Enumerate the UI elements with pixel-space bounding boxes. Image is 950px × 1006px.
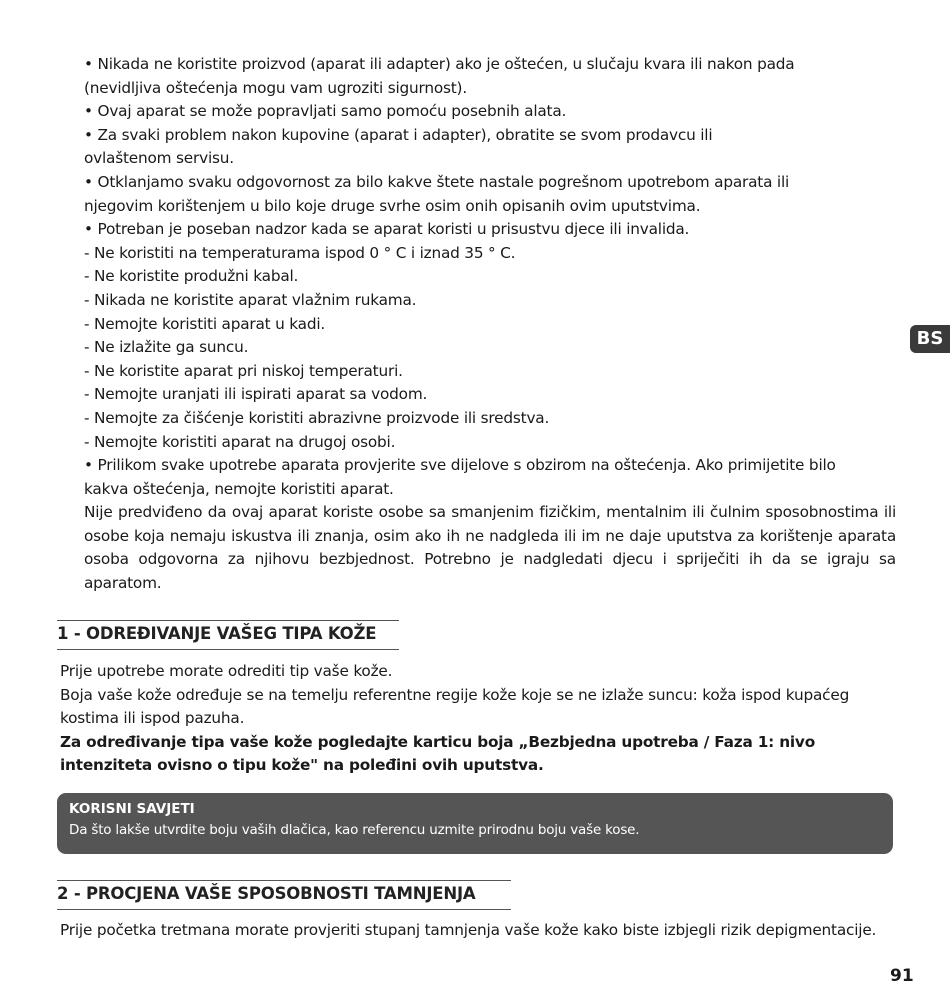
- section-1-bold-note: Za određivanje tipa vaše kože pogledajte karticu boja „Bezbjedna upotreba / Faza 1: nivo intenziteta ovisno o tipu kože" na poleđini ovih uputstva.: [60, 732, 816, 775]
- section-2-heading: 2 - PROCJENA VAŠE SPOSOBNOSTI TAMNJENJA: [57, 880, 511, 910]
- safety-line: kakva oštećenja, nemojte koristiti aparat.: [84, 479, 394, 498]
- safety-line: • Nikada ne koristite proizvod (aparat ili adapter) ako je oštećen, u slučaju kvara ili nakon pada: [84, 55, 795, 73]
- safety-line: - Ne koristite produžni kabal.: [84, 267, 299, 286]
- safety-line: • Potreban je poseban nadzor kada se aparat koristi u prisustvu djece ili invalida.: [84, 220, 690, 239]
- section-1-line: Prije upotrebe morate odrediti tip vaše kože.: [60, 662, 393, 680]
- safety-line: • Prilikom svake upotrebe aparata provjerite sve dijelove s obzirom na oštećenja. Ako primijetite bilo: [84, 456, 836, 475]
- section-1-line: Boja vaše kože određuje se na temelju referentne regije kože koje se ne izlaže suncu: koža ispod kupaćeg kostima ili ispod pazuha.: [60, 685, 850, 728]
- safety-line: - Nemojte koristiti aparat u kadi.: [84, 314, 326, 333]
- safety-line: • Za svaki problem nakon kupovine (aparat i adapter), obratite se svom prodavcu ili: [84, 125, 713, 144]
- language-tab: BS: [910, 325, 950, 353]
- section-1-heading: 1 - ODREĐIVANJE VAŠEG TIPA KOŽE: [57, 620, 399, 650]
- safety-line: - Nemojte koristiti aparat na drugoj osobi.: [84, 432, 396, 451]
- safety-line: - Ne koristiti na temperaturama ispod 0 ° C i iznad 35 ° C.: [84, 243, 516, 262]
- tip-text: Da što lakše utvrdite boju vaših dlačica, kao referencu uzmite prirodnu boju vaše kose.: [69, 822, 640, 838]
- safety-line: - Nemojte za čišćenje koristiti abrazivne proizvode ili sredstva.: [84, 408, 550, 427]
- safety-line: ovlaštenom servisu.: [84, 149, 234, 168]
- safety-line: • Otklanjamo svaku odgovornost za bilo kakve štete nastale pogrešnom upotrebom aparata ili: [84, 172, 790, 191]
- safety-paragraph: Nije predviđeno da ovaj aparat koriste osobe sa smanjenim fizičkim, mentalnim ili čulnim sposobnostima ili osobe koja nemaju iskustva ili znanja, osim ako ih ne nadgleda ili im ne daje uputstva za korištenje aparata osoba odgovorna za njihovu bezbjednost. Potrebno je nadgledati djecu i spriječiti ih da se igraju sa aparatom.: [84, 503, 896, 593]
- safety-line: - Ne koristite aparat pri niskoj temperaturi.: [84, 361, 403, 380]
- section-2-body: Prije početka tretmana morate provjeriti stupanj tamnjenja vaše kože kako biste izbjegli rizik depigmentacije.: [60, 921, 877, 939]
- page-number: 91: [890, 966, 914, 986]
- safety-line: • Ovaj aparat se može popravljati samo pomoću posebnih alata.: [84, 102, 567, 121]
- section-1-body: [60, 660, 896, 778]
- safety-line: njegovim korištenjem u bilo koje druge svrhe osim onih opisanih ovim uputstvima.: [84, 196, 701, 215]
- tip-title: KORISNI SAVJETI: [69, 801, 195, 817]
- safety-instructions: [84, 53, 896, 596]
- safety-line: - Ne izlažite ga suncu.: [84, 338, 249, 357]
- tip-box: [57, 793, 893, 854]
- safety-line: - Nikada ne koristite aparat vlažnim rukama.: [84, 290, 417, 309]
- safety-line: - Nemojte uranjati ili ispirati aparat sa vodom.: [84, 385, 428, 404]
- safety-line: (nevidljiva oštećenja mogu vam ugroziti sigurnost).: [84, 78, 467, 97]
